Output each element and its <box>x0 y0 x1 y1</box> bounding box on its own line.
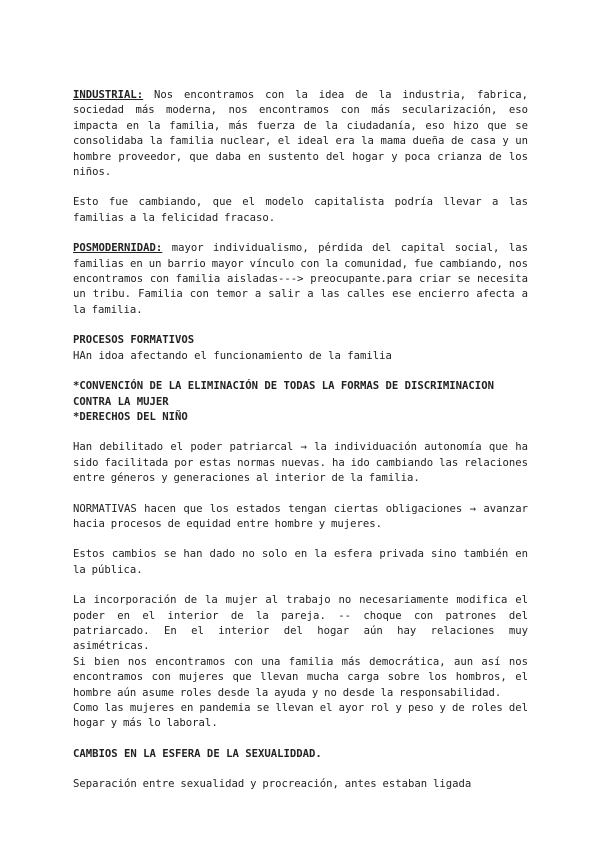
paragraph-cambiando: Esto fue cambiando, que el modelo capitalista podría llevar a las familias a la felicidad fracaso. <box>73 196 528 224</box>
paragraph-normativas: NORMATIVAS hacen que los estados tengan ciertas obligaciones → avanzar hacia procesos de equidad entre hombre y mujeres. <box>73 502 528 530</box>
text-posmodernidad: mayor individualismo, pérdida del capital social, las familias en un barrio mayor vínculo con la comunidad, fue cambiando, nos encontramos con familia aisladas---> preocupante.para criar se necesita un tribu. Familia con temor a salir a las calles ese encierro afecta a la familia. <box>73 242 528 316</box>
document-content <box>73 88 528 808</box>
heading-posmodernidad: POSMODERNIDAD: <box>73 242 163 255</box>
paragraph-industrial <box>73 88 528 180</box>
paragraph-posmodernidad <box>73 241 528 318</box>
paragraph-incorporacion: La incorporación de la mujer al trabajo no necesariamente modifica el poder en el interior de la pareja. -- choque con patrones del patriarcado. En el interior del hogar aún hay relaciones muy asimétricas. <box>73 594 528 653</box>
text-industrial: Nos encontramos con la idea de la industria, fabrica, sociedad más moderna, nos encontramos con más secularización, eso impacta en la familia, más fuerza de la ciudadanía, eso hizo que se consolidaba la familia nuclear, el ideal era la mama dueña de casa y un hombre proveedor, que daba en sustento del hogar y poca crianza de los niños. <box>73 89 528 179</box>
paragraph-cambios: Estos cambios se han dado no solo en la esfera privada sino también en la pública. <box>73 548 528 576</box>
heading-sexualidad: CAMBIOS EN LA ESFERA DE LA SEXUALIDDAD. <box>73 747 322 760</box>
heading-procesos-formativos: PROCESOS FORMATIVOS <box>73 334 195 347</box>
paragraph-separacion: Separación entre sexualidad y procreación, antes estaban ligada <box>73 778 472 791</box>
paragraph-debilitado: Han debilitado el poder patriarcal → la individuación autonomía que ha sido facilitada por estas normas nuevas. ha ido cambiando las relaciones entre géneros y generaciones al interior de la familia. <box>73 441 528 485</box>
heading-derechos-nino: *DERECHOS DEL NIÑO <box>73 410 188 423</box>
paragraph-procesos: HAn idoa afectando el funcionamiento de la familia <box>73 349 392 362</box>
heading-convencion: *CONVENCIÓN DE LA ELIMINACIÓN DE TODAS LA FORMAS DE DISCRIMINACION CONTRA LA MUJER <box>73 380 494 408</box>
heading-industrial: INDUSTRIAL: <box>73 89 144 101</box>
paragraph-pandemia: Como las mujeres en pandemia se llevan el ayor rol y peso y de roles del hogar y más lo laboral. <box>73 702 528 730</box>
paragraph-democratica: Si bien nos encontramos con una familia más democrática, aun así nos encontramos con mujeres que llevan mucha carga sobre los hombros, el hombre aún asume roles desde la ayuda y no desde la responsabilidad. <box>73 655 528 699</box>
